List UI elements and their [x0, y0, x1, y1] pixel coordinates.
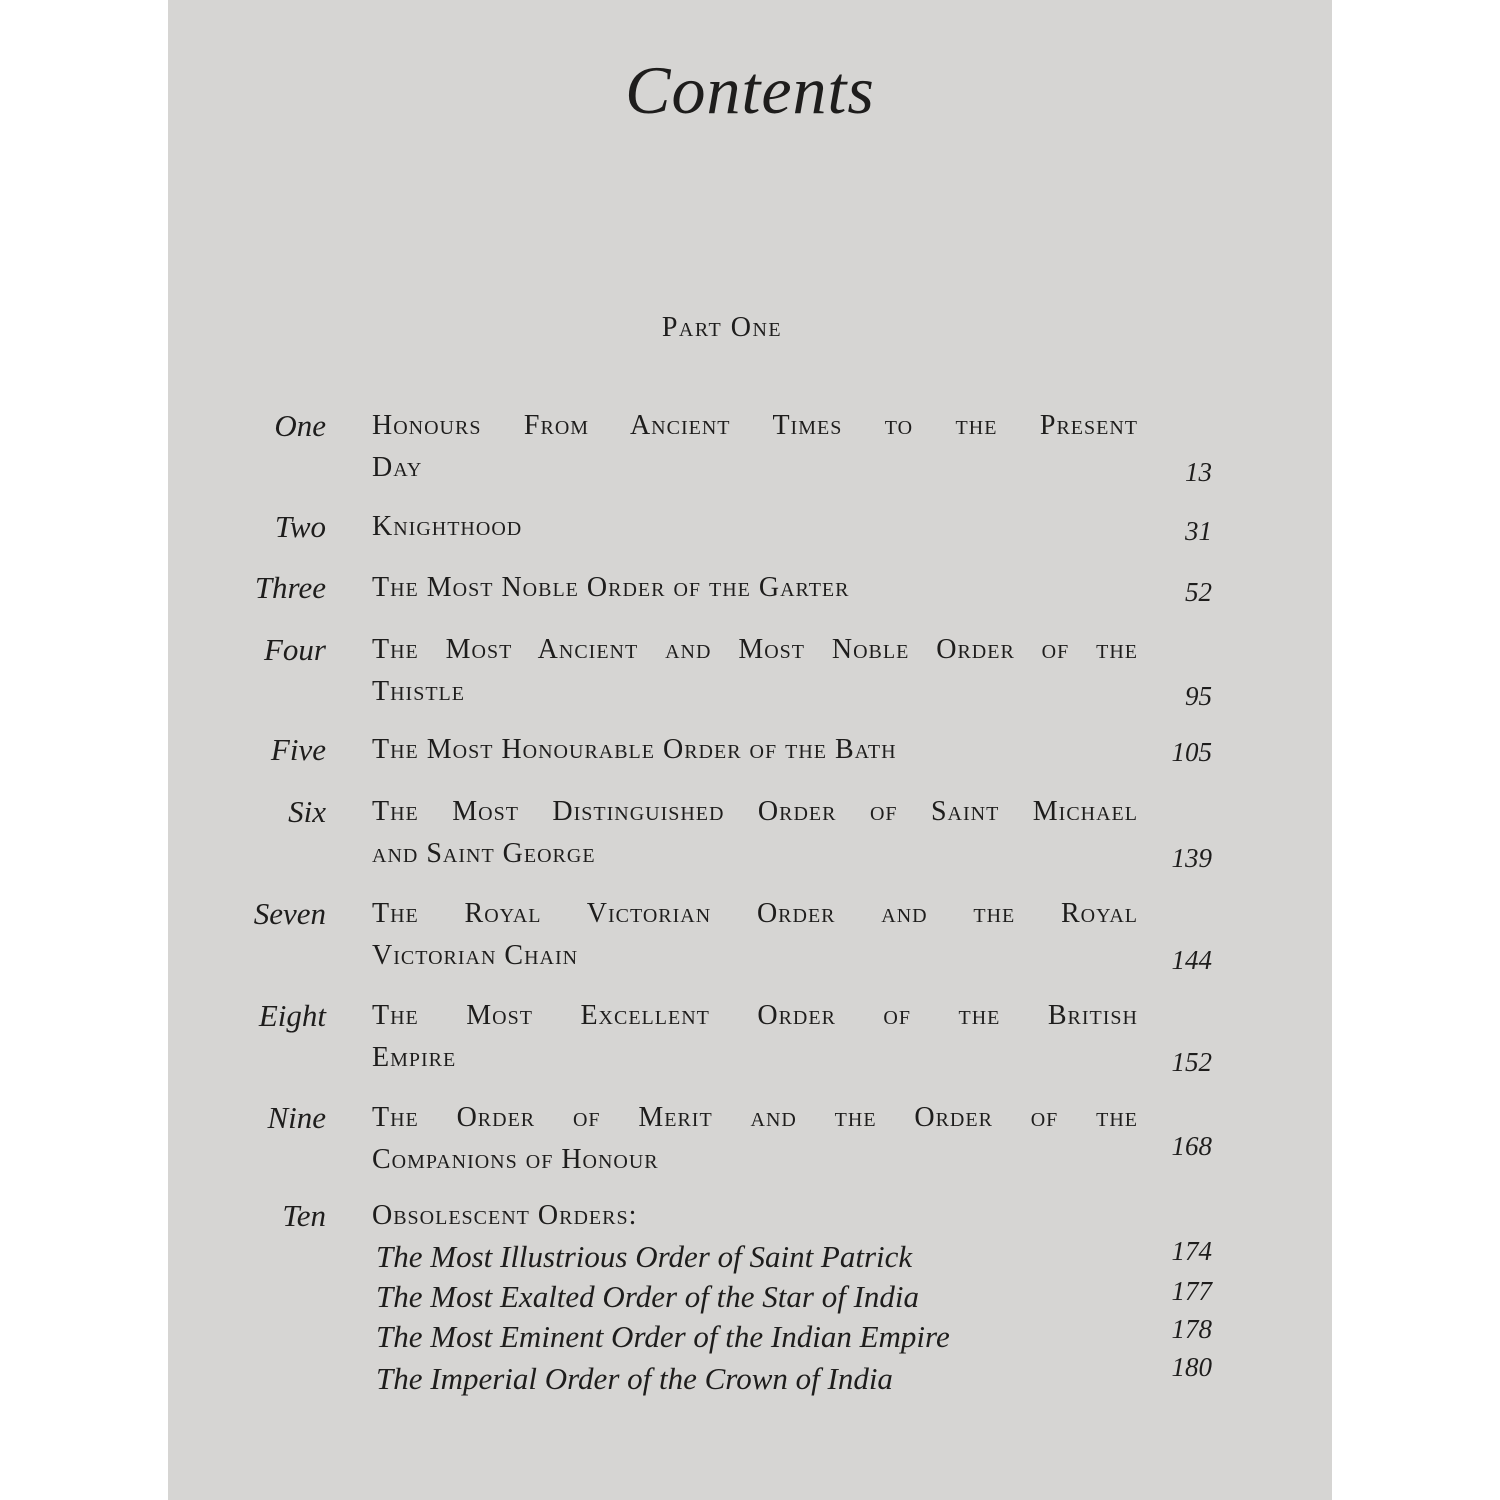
chapter-title: The Most Ancient and Most Noble Order of the	[372, 634, 1138, 665]
toc-entry	[168, 630, 1332, 711]
toc-entry	[168, 1196, 1332, 1416]
toc-entry	[168, 792, 1332, 873]
subentry-title: The Most Eminent Order of the Indian Empire	[376, 1319, 950, 1354]
chapter-number: Three	[254, 570, 326, 605]
chapter-number: Two	[274, 509, 326, 544]
chapter-title: The Order of Merit and the Order of the	[372, 1102, 1138, 1133]
toc-entry	[168, 406, 1332, 487]
page-number: 105	[1171, 737, 1212, 767]
subentry-title: The Most Illustrious Order of Saint Patrick	[376, 1239, 913, 1274]
chapter-number: Seven	[253, 896, 326, 931]
subentry-page-number: 177	[1171, 1276, 1212, 1306]
chapter-title: The Most Honourable Order of the Bath	[372, 734, 897, 765]
toc-entry	[168, 894, 1332, 975]
subentry-page-number: 180	[1171, 1352, 1212, 1382]
chapter-number: Six	[288, 794, 326, 829]
chapter-number: Eight	[258, 998, 326, 1033]
chapter-title: Obsolescent Orders:	[372, 1200, 638, 1231]
subentry-page-number: 178	[1171, 1314, 1212, 1344]
subentry-page-number: 174	[1171, 1236, 1212, 1266]
toc-entry	[168, 568, 1332, 628]
chapter-title: The Royal Victorian Order and the Royal	[372, 898, 1138, 929]
page-number: 31	[1185, 516, 1212, 546]
page-number: 139	[1171, 843, 1212, 873]
chapter-title-cont: Thistle	[372, 676, 465, 707]
page-number: 168	[1171, 1131, 1212, 1161]
toc-entry	[168, 507, 1332, 567]
chapter-number: Nine	[267, 1100, 326, 1135]
toc-entry	[168, 996, 1332, 1077]
page-number: 144	[1171, 945, 1212, 975]
book-page	[168, 0, 1332, 1500]
chapter-title-cont: Day	[372, 452, 423, 483]
page-number: 152	[1171, 1047, 1212, 1077]
contents-title: Contents	[625, 52, 875, 128]
part-heading: Part One	[661, 312, 783, 343]
chapter-number: Four	[264, 632, 326, 667]
chapter-title-cont: Companions of Honour	[372, 1144, 659, 1175]
chapter-title-cont: and Saint George	[372, 838, 596, 869]
chapter-number: Ten	[282, 1198, 326, 1233]
toc-entry	[168, 1098, 1332, 1175]
chapter-title: The Most Noble Order of the Garter	[372, 572, 850, 603]
page-number: 95	[1185, 681, 1212, 711]
chapter-number: One	[274, 408, 326, 443]
page-number: 52	[1185, 577, 1212, 607]
subentry-title: The Imperial Order of the Crown of India	[376, 1361, 893, 1396]
chapter-title: Knighthood	[372, 511, 523, 542]
chapter-number: Five	[270, 732, 326, 767]
toc-entry	[168, 730, 1332, 790]
chapter-title-cont: Victorian Chain	[372, 940, 579, 971]
chapter-title: The Most Excellent Order of the British	[372, 1000, 1138, 1031]
chapter-title-cont: Empire	[372, 1042, 457, 1073]
chapter-title: The Most Distinguished Order of Saint Michael	[372, 796, 1138, 827]
page-number: 13	[1185, 457, 1212, 487]
subentry-title: The Most Exalted Order of the Star of India	[376, 1279, 920, 1314]
chapter-title: Honours From Ancient Times to the Present	[372, 410, 1138, 441]
